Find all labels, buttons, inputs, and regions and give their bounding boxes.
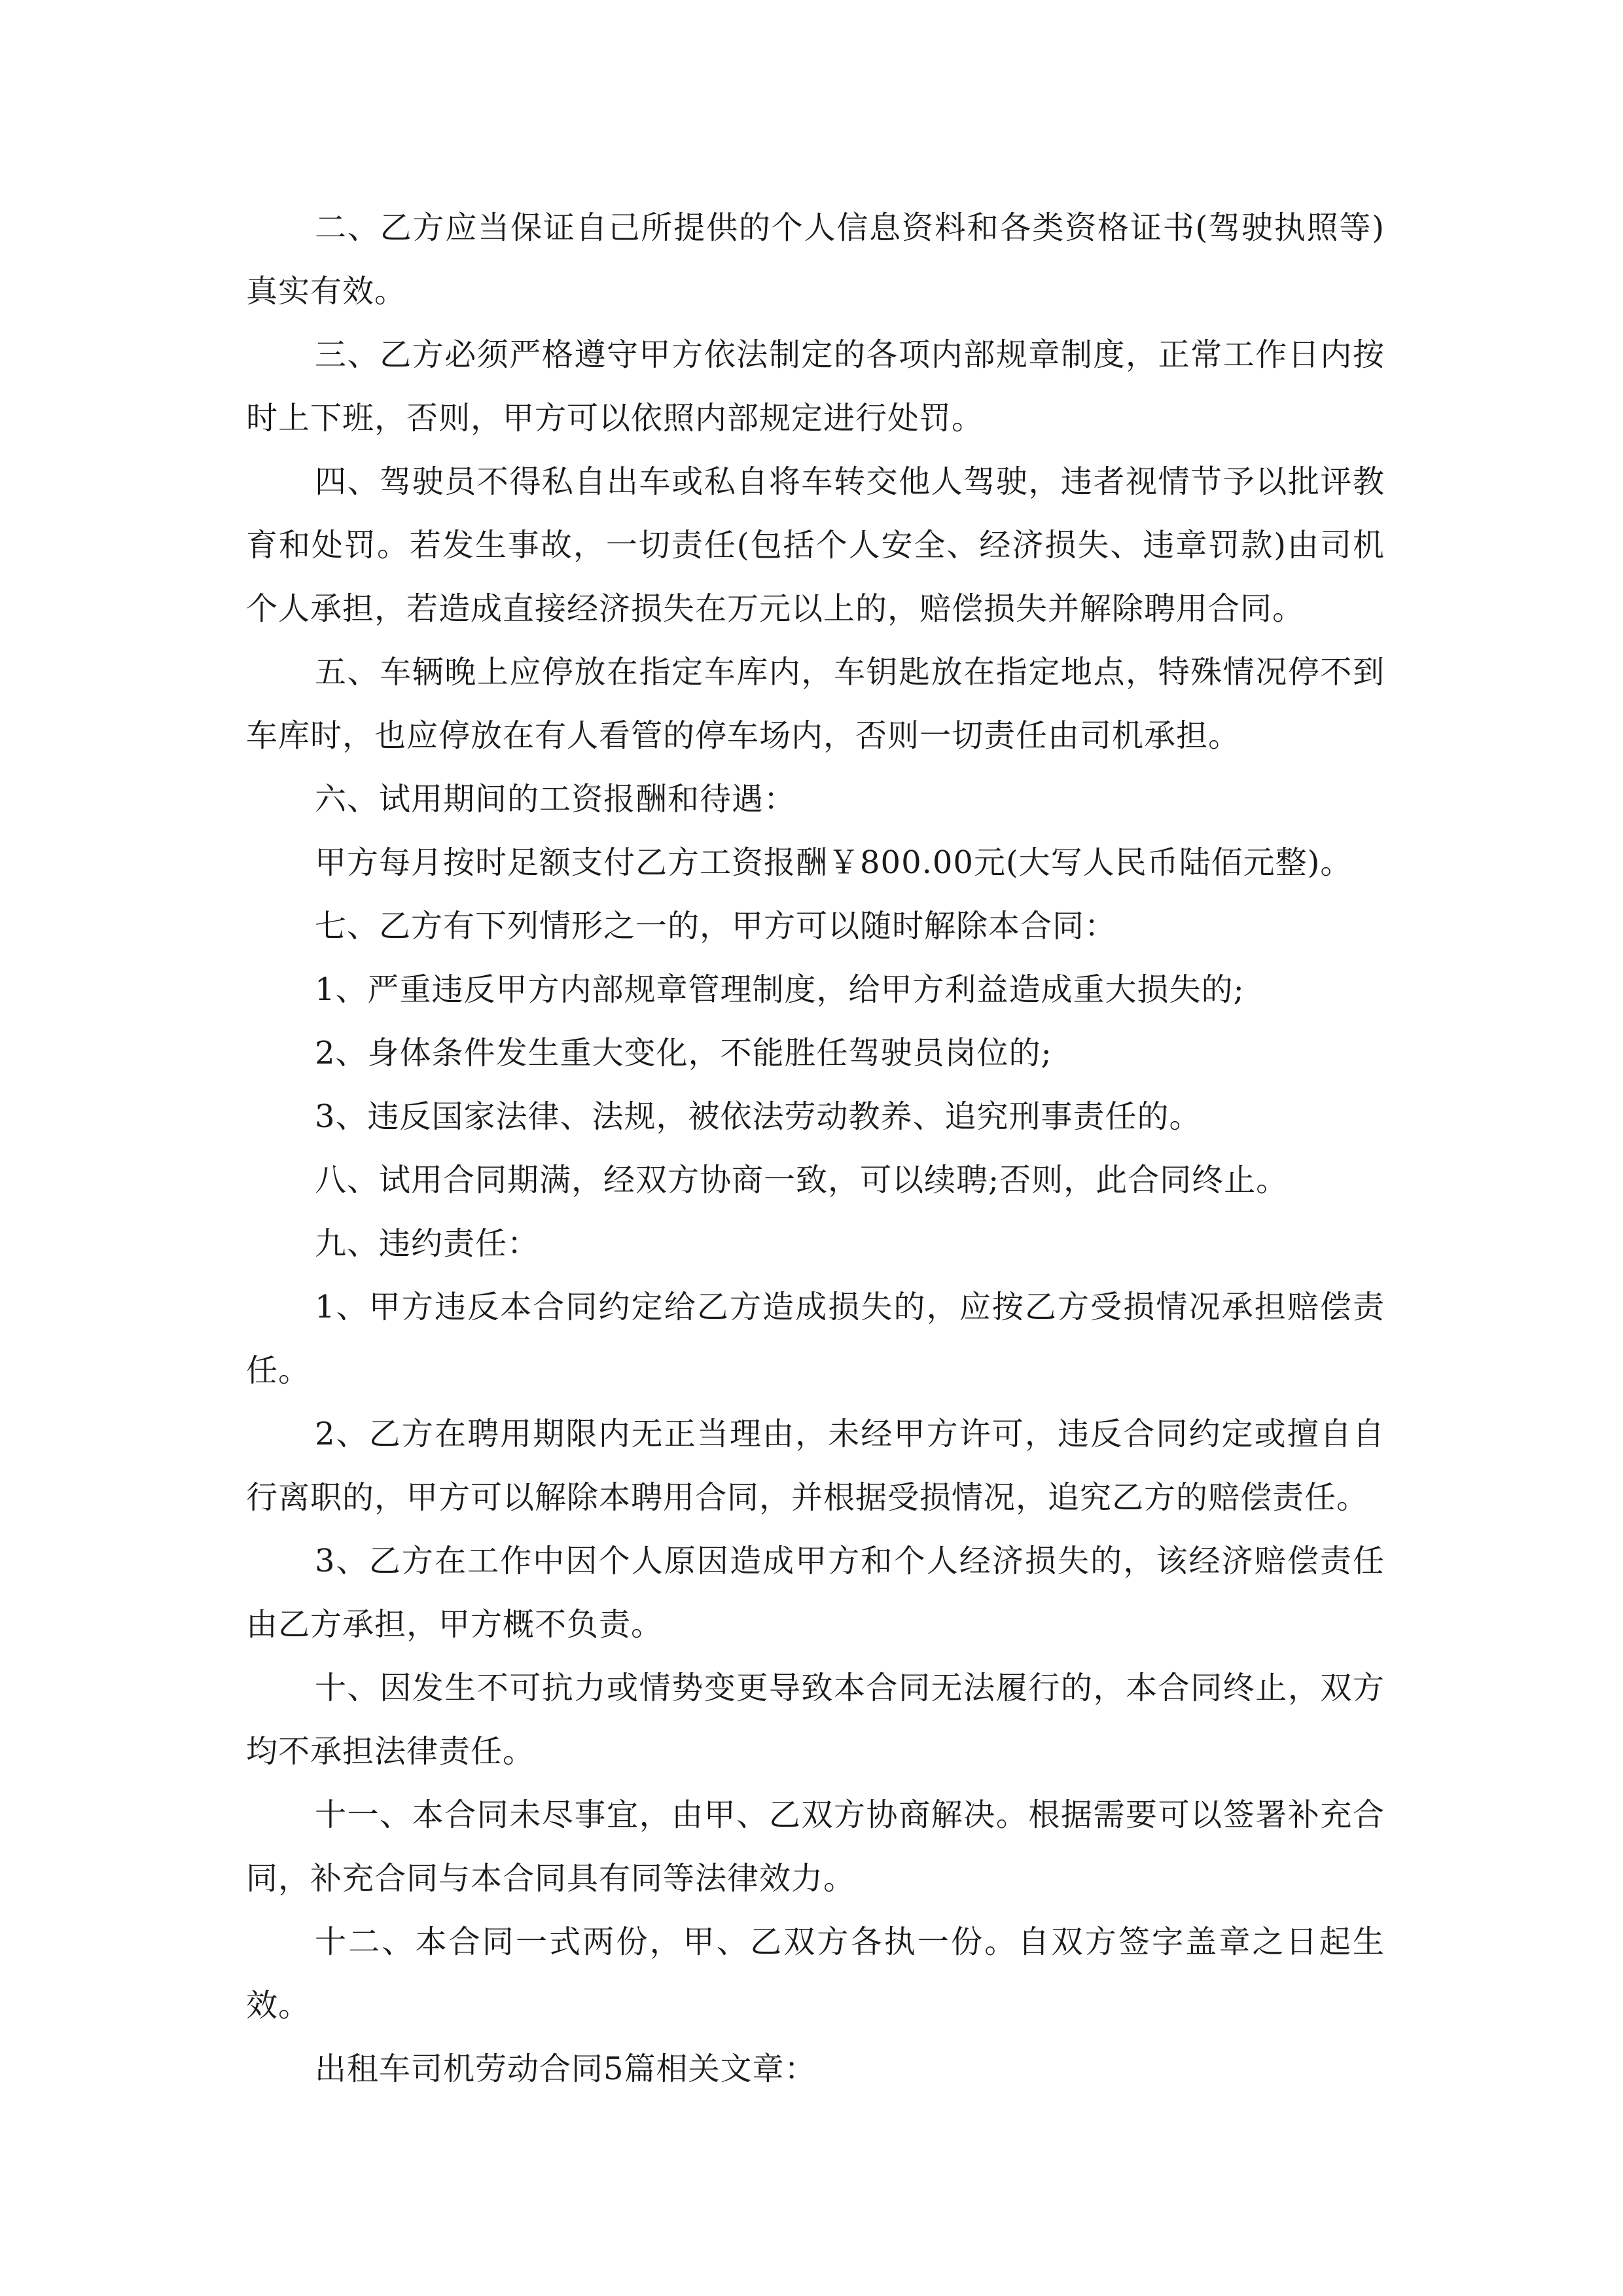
clause-9-item-1: 1、甲方违反本合同约定给乙方造成损失的，应按乙方受损情况承担赔偿责任。	[246, 1289, 1385, 1389]
clause-6-heading: 六、试用期间的工资报酬和待遇：	[315, 781, 796, 817]
clause-6-salary: 甲方每月按时足额支付乙方工资报酬￥800.00元(大写人民币陆佰元整)。	[315, 844, 1353, 881]
clause-9-heading: 九、违约责任：	[315, 1225, 540, 1262]
document-body	[246, 196, 1385, 2101]
clause-5: 五、车辆晚上应停放在指定车库内，车钥匙放在指定地点，特殊情况停不到车库时，也应停放在有人看管的停车场内，否则一切责任由司机承担。	[246, 654, 1385, 754]
clause-7-item-3: 3、违反国家法律、法规，被依法劳动教养、追究刑事责任的。	[315, 1098, 1202, 1135]
clause-4: 四、驾驶员不得私自出车或私自将车转交他人驾驶，违者视情节予以批评教育和处罚。若发生事故，一切责任(包括个人安全、经济损失、违章罚款)由司机个人承担，若造成直接经济损失在万元以上的，赔偿损失并解除聘用合同。	[246, 463, 1385, 627]
related-articles-heading: 出租车司机劳动合同5篇相关文章：	[315, 2051, 817, 2087]
clause-7-item-1: 1、严重违反甲方内部规章管理制度，给甲方利益造成重大损失的;	[315, 971, 1245, 1008]
clause-7-heading: 七、乙方有下列情形之一的，甲方可以随时解除本合同：	[315, 908, 1117, 944]
clause-12: 十二、本合同一式两份，甲、乙双方各执一份。自双方签字盖章之日起生效。	[246, 1924, 1385, 2024]
clause-9-item-3: 3、乙方在工作中因个人原因造成甲方和个人经济损失的，该经济赔偿责任由乙方承担，甲方概不负责。	[246, 1543, 1385, 1643]
clause-11: 十一、本合同未尽事宜，由甲、乙双方协商解决。根据需要可以签署补充合同，补充合同与本合同具有同等法律效力。	[246, 1797, 1385, 1897]
clause-8: 八、试用合同期满，经双方协商一致，可以续聘;否则，此合同终止。	[315, 1162, 1289, 1198]
clause-3: 三、乙方必须严格遵守甲方依法制定的各项内部规章制度，正常工作日内按时上下班，否则，甲方可以依照内部规定进行处罚。	[246, 336, 1385, 437]
clause-9-item-2: 2、乙方在聘用期限内无正当理由，未经甲方许可，违反合同约定或擅自自行离职的，甲方可以解除本聘用合同，并根据受损情况，追究乙方的赔偿责任。	[246, 1416, 1385, 1516]
clause-10: 十、因发生不可抗力或情势变更导致本合同无法履行的，本合同终止，双方均不承担法律责任。	[246, 1670, 1385, 1770]
clause-2: 二、乙方应当保证自己所提供的个人信息资料和各类资格证书(驾驶执照等)真实有效。	[246, 209, 1385, 310]
clause-7-item-2: 2、身体条件发生重大变化，不能胜任驾驶员岗位的;	[315, 1035, 1052, 1071]
